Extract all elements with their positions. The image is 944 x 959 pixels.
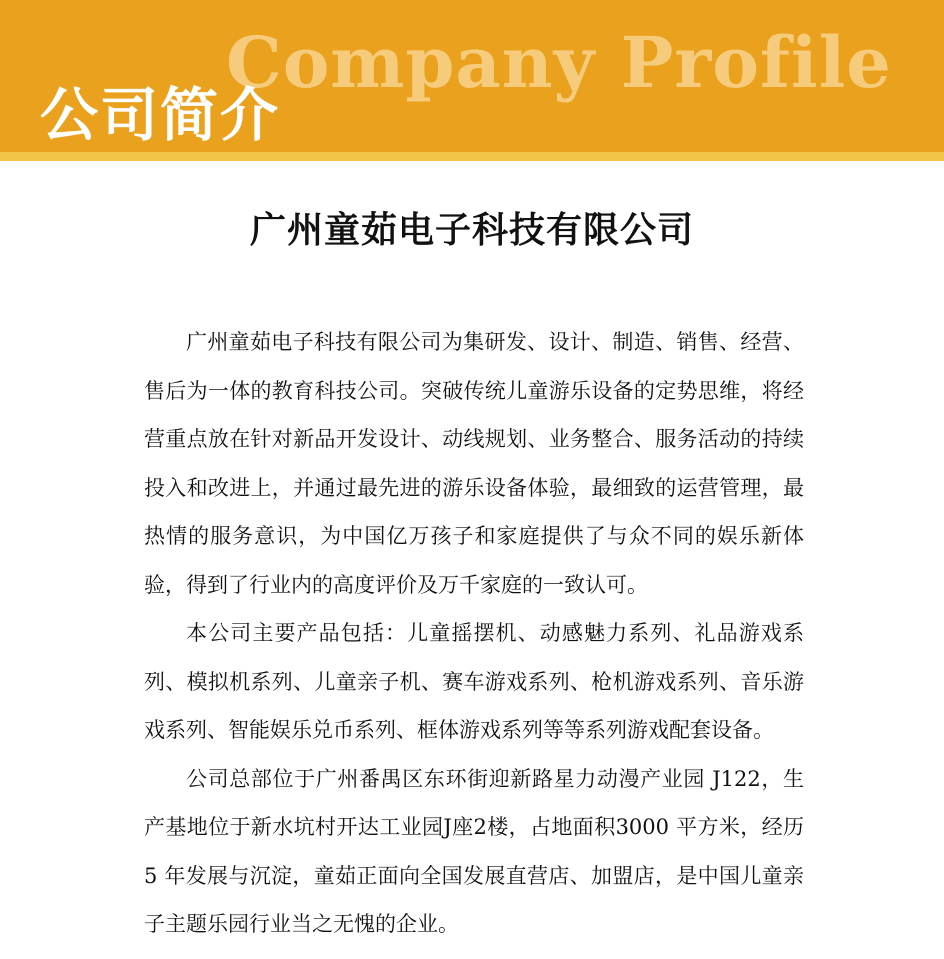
banner-stripe [0,152,944,161]
chinese-title: 公司简介 [40,81,281,149]
paragraph-intro: 广州童茹电子科技有限公司为集研发、设计、制造、销售、经营、售后为一体的教育科技公司。突破传统儿童游乐设备的定势思维，将经营重点放在针对新品开发设计、动线规划、业务整合、服务活动的持续投入和改进上，并通过最先进的游乐设备体验，最细致的运营管理，最热情的服务意识，为中国亿万孩子和家庭提供了与众不同的娱乐新体验，得到了行业内的高度评价及万千家庭的一致认可。 [144,330,804,597]
paragraph-products: 本公司主要产品包括：儿童摇摆机、动感魅力系列、礼品游戏系列、模拟机系列、儿童亲子机、赛车游戏系列、枪机游戏系列、音乐游戏系列、智能娱乐兑币系列、框体游戏系列等等系列游戏配套设备。 [144,621,804,742]
english-title: Company Profile [226,21,892,104]
company-name-heading: 广州童茹电子科技有限公司 [249,210,694,251]
profile-body [144,318,804,949]
header-banner [0,0,944,152]
paragraph-location: 公司总部位于广州番禺区东环街迎新路星力动漫产业园 J122，生产基地位于新水坑村开达工业园J座2楼，占地面积3000 平方米，经历 5 年发展与沉淀，童茹正面向全国发展直营店、加盟店，是中国儿童亲子主题乐园行业当之无愧的企业。 [144,766,804,936]
